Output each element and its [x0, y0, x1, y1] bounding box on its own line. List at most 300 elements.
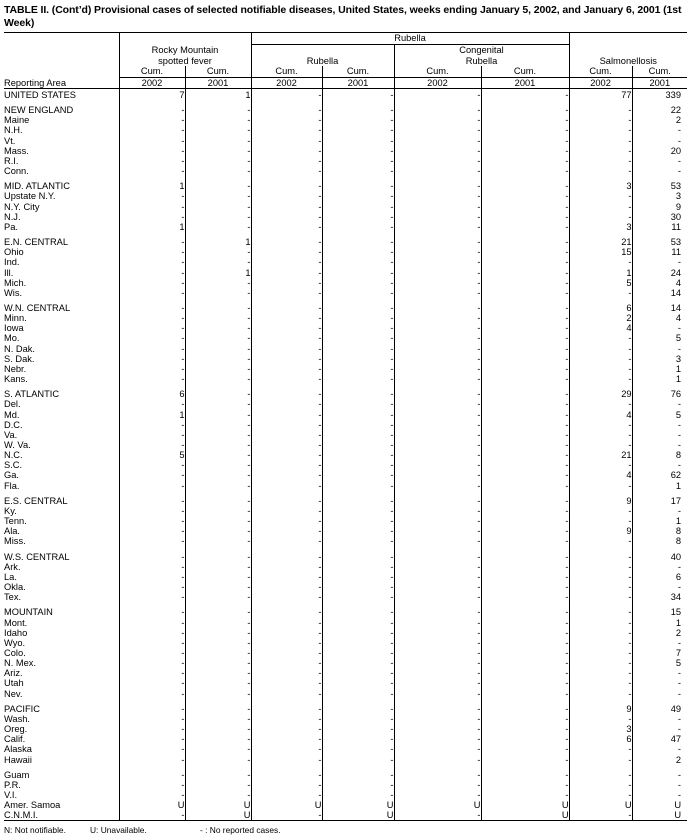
data-cell: -	[481, 410, 569, 420]
data-cell: -	[322, 430, 394, 440]
data-cell: 1	[185, 237, 251, 247]
data-cell: -	[628, 754, 632, 765]
data-cell: -	[322, 115, 394, 125]
data-cell: -	[322, 202, 394, 212]
data-cell: -	[394, 389, 481, 399]
data-cell: -	[251, 90, 322, 100]
data-cell: -	[481, 333, 569, 343]
data-cell: -	[632, 166, 687, 176]
data-cell: 77	[621, 90, 632, 100]
data-cell: 8	[632, 526, 687, 536]
data-cell: -	[394, 658, 481, 668]
data-cell: 1	[632, 364, 687, 374]
data-cell: -	[322, 410, 394, 420]
data-cell: -	[394, 755, 481, 765]
data-cell: -	[394, 450, 481, 460]
data-cell: -	[251, 410, 322, 420]
data-cell: -	[185, 303, 251, 313]
data-cell: -	[119, 704, 185, 714]
data-cell: -	[628, 440, 632, 450]
data-cell: -	[322, 450, 394, 460]
reporting-area-cell: Vt.	[4, 135, 16, 146]
data-cell: -	[628, 536, 632, 547]
reporting-area-cell: S. ATLANTIC	[4, 389, 60, 400]
data-cell: -	[628, 166, 632, 177]
reporting-area-cell: Guam	[4, 769, 30, 780]
data-cell: -	[628, 627, 632, 638]
data-cell: -	[481, 755, 569, 765]
data-cell: 1	[632, 618, 687, 628]
data-cell: -	[119, 105, 185, 115]
data-cell: -	[322, 399, 394, 409]
data-cell: -	[185, 628, 251, 638]
table-row	[4, 607, 687, 617]
data-cell: -	[322, 268, 394, 278]
data-cell: -	[119, 430, 185, 440]
footnote-not-notifiable: N: Not notifiable.	[4, 825, 66, 836]
data-cell: 9	[626, 495, 632, 506]
data-cell: -	[394, 344, 481, 354]
data-cell: 4	[632, 278, 687, 288]
data-cell: -	[119, 755, 185, 765]
data-cell: -	[322, 668, 394, 678]
data-cell: 2	[626, 313, 632, 324]
data-cell: -	[481, 582, 569, 592]
reporting-area-cell: R.I.	[4, 155, 19, 166]
reporting-area-cell: Miss.	[4, 536, 26, 547]
table-row	[4, 552, 687, 562]
data-cell: -	[251, 770, 322, 780]
reporting-area-cell: Minn.	[4, 313, 27, 324]
data-cell: -	[251, 607, 322, 617]
data-cell: -	[251, 420, 322, 430]
data-cell: -	[322, 389, 394, 399]
data-cell: -	[251, 430, 322, 440]
notifiable-diseases-table	[4, 32, 687, 821]
data-cell: -	[632, 440, 687, 450]
data-cell: -	[119, 247, 185, 257]
data-cell: -	[481, 744, 569, 754]
data-cell: -	[185, 333, 251, 343]
data-cell: -	[394, 303, 481, 313]
data-cell: -	[394, 481, 481, 491]
reporting-area-cell: S.C.	[4, 460, 23, 471]
data-cell: -	[632, 156, 687, 166]
data-cell: -	[119, 202, 185, 212]
data-cell: -	[322, 374, 394, 384]
data-cell: -	[251, 257, 322, 267]
data-cell: -	[628, 211, 632, 222]
reporting-area-cell: N.Y. City	[4, 201, 40, 212]
reporting-area-cell: Del.	[4, 399, 21, 410]
data-cell: -	[119, 810, 185, 821]
table-row	[4, 105, 687, 115]
data-cell: -	[251, 247, 322, 257]
reporting-area-cell: Colo.	[4, 647, 26, 658]
data-cell: -	[251, 714, 322, 724]
data-cell: 8	[632, 536, 687, 546]
data-cell: 1	[185, 90, 251, 100]
data-cell: 6	[626, 302, 632, 313]
table-row	[4, 516, 687, 526]
data-cell: -	[632, 430, 687, 440]
data-cell: -	[185, 607, 251, 617]
data-cell: -	[394, 704, 481, 714]
reporting-area-cell: Hawaii	[4, 754, 32, 765]
data-cell: -	[481, 125, 569, 135]
data-cell: -	[119, 278, 185, 288]
data-cell: -	[481, 648, 569, 658]
data-cell: -	[119, 146, 185, 156]
header-rmsf-2001-year: 2001	[185, 77, 251, 89]
data-cell: -	[628, 343, 632, 354]
data-cell: -	[481, 496, 569, 506]
data-cell: -	[481, 105, 569, 115]
data-cell: -	[628, 480, 632, 491]
data-cell: -	[628, 779, 632, 790]
data-cell: -	[119, 582, 185, 592]
data-cell: -	[394, 638, 481, 648]
data-cell: -	[119, 678, 185, 688]
data-cell: -	[185, 450, 251, 460]
footnote-unavailable: U: Unavailable.	[90, 825, 147, 836]
header-rmsf-top	[119, 33, 251, 45]
data-cell: -	[251, 648, 322, 658]
reporting-area-cell: N. Dak.	[4, 343, 35, 354]
data-cell: -	[322, 212, 394, 222]
data-cell: -	[119, 714, 185, 724]
reporting-area-cell: E.S. CENTRAL	[4, 495, 68, 506]
reporting-area-cell: Amer. Samoa	[4, 800, 61, 811]
data-cell: -	[481, 374, 569, 384]
data-cell: -	[322, 714, 394, 724]
data-cell: -	[251, 481, 322, 491]
header-salmonellosis-2001-cum: Cum.	[632, 66, 687, 77]
data-cell: -	[185, 156, 251, 166]
data-cell: -	[394, 288, 481, 298]
reporting-area-cell: PACIFIC	[4, 703, 40, 714]
data-cell: -	[394, 668, 481, 678]
table-row	[4, 536, 687, 546]
header-group-rubella-line1: Rubella	[306, 55, 339, 66]
table-body	[4, 90, 687, 821]
reporting-area-cell: Nebr.	[4, 363, 27, 374]
data-cell: 1	[626, 267, 632, 278]
header-rubella-2001-year: 2001	[322, 77, 394, 89]
header-group-rubella-super: Rubella	[251, 33, 569, 45]
data-cell: -	[251, 790, 322, 800]
data-cell: -	[481, 689, 569, 699]
data-cell: -	[481, 90, 569, 100]
data-cell: -	[322, 344, 394, 354]
reporting-area-cell: Okla.	[4, 582, 26, 593]
data-cell: -	[185, 714, 251, 724]
data-cell: -	[322, 222, 394, 232]
table-row	[4, 333, 687, 343]
data-cell: -	[394, 430, 481, 440]
reporting-area-cell: Maine	[4, 115, 30, 126]
data-cell: -	[322, 607, 394, 617]
data-cell: -	[251, 212, 322, 222]
data-cell: -	[632, 460, 687, 470]
data-cell: -	[322, 146, 394, 156]
data-cell: -	[251, 125, 322, 135]
data-cell: -	[481, 552, 569, 562]
reporting-area-cell: Kans.	[4, 374, 28, 385]
table-row	[4, 562, 687, 572]
data-cell: -	[185, 460, 251, 470]
data-cell: -	[628, 145, 632, 156]
data-cell: 40	[632, 552, 687, 562]
table-row	[4, 704, 687, 714]
reporting-area-cell: Nev.	[4, 688, 23, 699]
data-cell: -	[119, 790, 185, 800]
data-cell: -	[251, 303, 322, 313]
data-cell: -	[481, 770, 569, 780]
data-cell: -	[632, 399, 687, 409]
data-cell: -	[628, 713, 632, 724]
data-cell: -	[322, 582, 394, 592]
data-cell: -	[481, 678, 569, 688]
data-cell: -	[322, 313, 394, 323]
reporting-area-cell: Pa.	[4, 221, 18, 232]
data-cell: -	[251, 202, 322, 212]
header-salmonellosis-2002-year: 2002	[569, 77, 632, 89]
data-cell: 15	[632, 607, 687, 617]
reporting-area-cell: Conn.	[4, 166, 29, 177]
reporting-area-cell: W. Va.	[4, 440, 31, 450]
data-cell: -	[481, 572, 569, 582]
data-cell: -	[322, 191, 394, 201]
data-cell: -	[394, 536, 481, 546]
data-cell: -	[251, 526, 322, 536]
data-cell: -	[394, 678, 481, 688]
reporting-area-cell: Mont.	[4, 617, 28, 628]
table-row	[4, 288, 687, 298]
data-cell: 6	[632, 572, 687, 582]
data-cell: -	[322, 496, 394, 506]
data-cell: -	[185, 790, 251, 800]
table-row	[4, 323, 687, 333]
data-cell: -	[322, 420, 394, 430]
data-cell: -	[251, 450, 322, 460]
data-cell: -	[185, 212, 251, 222]
table-row	[4, 648, 687, 658]
data-cell: -	[322, 181, 394, 191]
data-cell: -	[481, 526, 569, 536]
data-cell: -	[251, 181, 322, 191]
header-group-congenital-line2: Rubella	[465, 55, 498, 66]
reporting-area-cell: Idaho	[4, 627, 28, 638]
data-cell: -	[251, 470, 322, 480]
reporting-area-cell: Fla.	[4, 480, 20, 491]
table-row	[4, 658, 687, 668]
table-row	[4, 303, 687, 313]
data-cell: -	[251, 237, 322, 247]
reporting-area-cell: Ariz.	[4, 668, 23, 679]
data-cell: -	[119, 374, 185, 384]
table-row	[4, 689, 687, 699]
data-cell: -	[394, 516, 481, 526]
data-cell: -	[632, 562, 687, 572]
data-cell: 22	[632, 105, 687, 115]
reporting-area-cell: Oreg.	[4, 724, 28, 735]
table-row	[4, 800, 687, 810]
data-cell: -	[185, 344, 251, 354]
data-cell: -	[119, 288, 185, 298]
data-cell: -	[185, 618, 251, 628]
data-cell: -	[322, 704, 394, 714]
data-cell: -	[628, 429, 632, 440]
header-salmonellosis-top	[569, 33, 687, 45]
reporting-area-cell: Tex.	[4, 592, 22, 603]
data-cell: -	[119, 212, 185, 222]
data-cell: -	[185, 689, 251, 699]
reporting-area-cell: S. Dak.	[4, 353, 35, 364]
data-cell: 5	[632, 410, 687, 420]
header-group-rmsf-line2: spotted fever	[158, 55, 212, 66]
data-cell: -	[185, 668, 251, 678]
data-cell: -	[628, 257, 632, 268]
reporting-area-cell: Wash.	[4, 713, 31, 724]
data-cell: -	[119, 506, 185, 516]
data-cell: -	[394, 136, 481, 146]
data-cell: -	[119, 303, 185, 313]
table-row	[4, 146, 687, 156]
table-row	[4, 628, 687, 638]
table-row	[4, 389, 687, 399]
data-cell: -	[394, 460, 481, 470]
data-cell: -	[119, 313, 185, 323]
data-cell: -	[481, 146, 569, 156]
data-cell: -	[322, 658, 394, 668]
reporting-area-cell: Calif.	[4, 734, 26, 745]
data-cell: -	[481, 257, 569, 267]
header-salmonellosis-2002-cum: Cum.	[569, 66, 632, 77]
table-row	[4, 212, 687, 222]
data-cell: -	[481, 181, 569, 191]
data-cell: -	[322, 618, 394, 628]
table-row	[4, 191, 687, 201]
data-cell: -	[481, 420, 569, 430]
data-cell: -	[251, 536, 322, 546]
data-cell: -	[185, 247, 251, 257]
data-cell: -	[394, 440, 481, 450]
data-cell: -	[185, 704, 251, 714]
data-cell: -	[628, 399, 632, 410]
data-cell: -	[322, 552, 394, 562]
data-cell: -	[322, 734, 394, 744]
data-cell: 15	[621, 247, 632, 258]
data-cell: 4	[626, 470, 632, 481]
data-cell: -	[119, 496, 185, 506]
data-cell: -	[185, 410, 251, 420]
data-cell: -	[481, 136, 569, 146]
data-cell: -	[481, 618, 569, 628]
data-cell: 2	[632, 628, 687, 638]
data-cell: 6	[119, 389, 185, 399]
data-cell: -	[632, 125, 687, 135]
data-cell: -	[481, 430, 569, 440]
data-cell: -	[185, 202, 251, 212]
reporting-area-cell: Tenn.	[4, 516, 27, 527]
data-cell: 11	[632, 222, 687, 232]
table-row	[4, 572, 687, 582]
data-cell: -	[569, 810, 632, 821]
table-row	[4, 496, 687, 506]
data-cell: 3	[626, 724, 632, 735]
data-cell: -	[119, 618, 185, 628]
data-cell: -	[394, 364, 481, 374]
data-cell: -	[251, 364, 322, 374]
table-row	[4, 399, 687, 409]
data-cell: -	[119, 156, 185, 166]
data-cell: U	[624, 800, 632, 811]
data-cell: -	[185, 678, 251, 688]
data-cell: -	[632, 780, 687, 790]
data-cell: -	[119, 323, 185, 333]
data-cell: -	[251, 440, 322, 450]
data-cell: -	[251, 354, 322, 364]
data-cell: -	[481, 278, 569, 288]
data-cell: -	[185, 313, 251, 323]
data-cell: -	[251, 268, 322, 278]
data-cell: -	[119, 125, 185, 135]
data-cell: -	[394, 714, 481, 724]
data-cell: -	[185, 191, 251, 201]
header-congenital-2001-cum: Cum.	[481, 66, 569, 77]
data-cell: -	[481, 481, 569, 491]
data-cell: -	[481, 668, 569, 678]
data-cell: -	[394, 323, 481, 333]
data-cell: -	[628, 647, 632, 658]
data-cell: -	[119, 364, 185, 374]
data-cell: -	[628, 607, 632, 618]
data-cell: -	[185, 536, 251, 546]
reporting-area-cell: Ky.	[4, 505, 17, 516]
data-cell: -	[185, 354, 251, 364]
table-row	[4, 592, 687, 602]
data-cell: U	[119, 800, 185, 810]
data-cell: -	[481, 638, 569, 648]
data-cell: -	[185, 734, 251, 744]
data-cell: -	[481, 247, 569, 257]
data-cell: -	[251, 288, 322, 298]
data-cell: -	[251, 552, 322, 562]
data-cell: -	[119, 734, 185, 744]
reporting-area-cell: Mo.	[4, 333, 20, 344]
data-cell: -	[322, 678, 394, 688]
data-cell: -	[185, 496, 251, 506]
data-cell: -	[119, 344, 185, 354]
table-row	[4, 136, 687, 146]
data-cell: 6	[626, 734, 632, 745]
data-cell: -	[322, 364, 394, 374]
data-cell: -	[185, 374, 251, 384]
data-cell: -	[394, 724, 481, 734]
data-cell: -	[251, 166, 322, 176]
header-congenital-2002-cum: Cum.	[394, 66, 481, 77]
table-row	[4, 734, 687, 744]
data-cell: -	[251, 115, 322, 125]
data-cell: 62	[632, 470, 687, 480]
data-cell: -	[185, 323, 251, 333]
data-cell: -	[251, 658, 322, 668]
data-cell: -	[481, 704, 569, 714]
table-row	[4, 166, 687, 176]
data-cell: -	[394, 115, 481, 125]
data-cell: -	[185, 770, 251, 780]
